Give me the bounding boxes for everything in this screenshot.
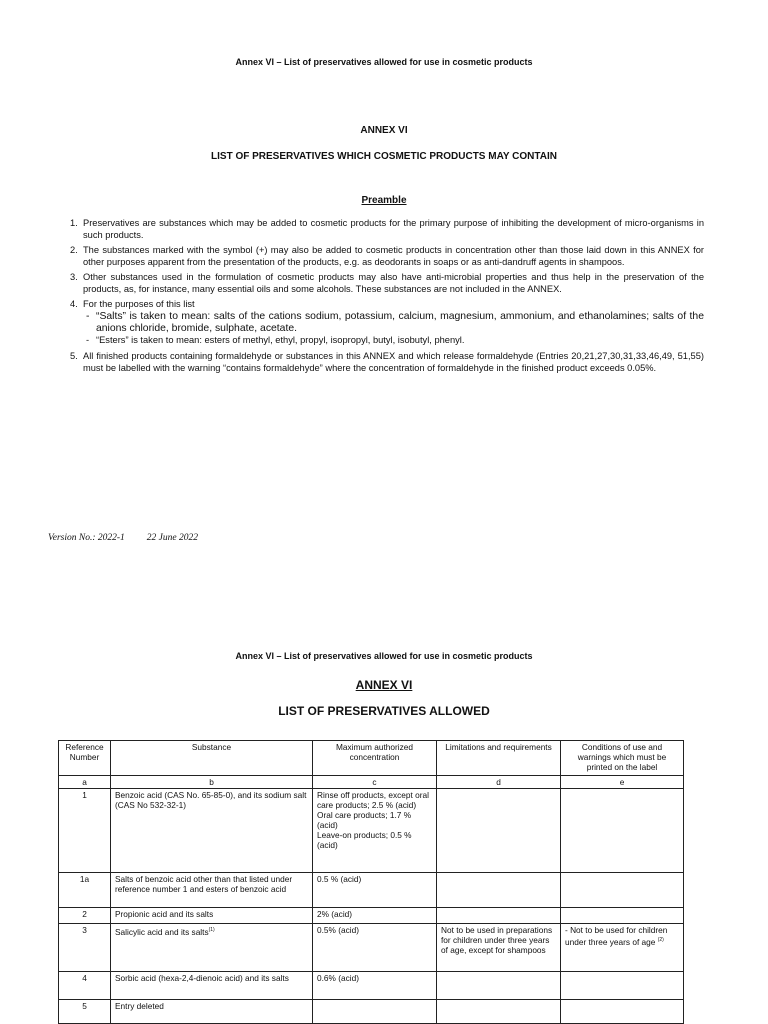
preamble-item [70,218,704,241]
limitations [437,873,561,908]
item-text: The substances marked with the symbol (+) may also be added to cosmetic products in concentration other than those laid down in this ANNEX for other purposes apparent from the presentation of the products, e.g. as deodorants in soaps or as anti-dandruff agents in shampoos. [83,245,704,267]
preamble-item [70,351,704,374]
item-number: 4. [70,299,78,309]
conditions [561,908,684,924]
substance [111,924,313,972]
list-title: LIST OF PRESERVATIVES WHICH COSMETIC PRODUCTS MAY CONTAIN [211,151,557,162]
version-number: Version No.: 2022-1 [48,533,125,543]
conditions [561,789,684,873]
column-header: Conditions of use and warnings which must be printed on the label [561,741,684,776]
conditions [561,873,684,908]
running-header: Annex VI – List of preservatives allowed for use in cosmetic products [235,651,533,661]
substance: Propionic acid and its salts [111,908,313,924]
preamble-list [70,218,704,378]
column-letter: e [561,776,684,789]
annex-title: ANNEX VI [360,125,408,136]
column-header: Reference Number [59,741,111,776]
column-letter: d [437,776,561,789]
max-concentration: 0.6% (acid) [313,972,437,1000]
max-concentration [313,789,437,873]
column-header: Limitations and requirements [437,741,561,776]
version-date: 22 June 2022 [146,533,198,543]
running-header: Annex VI – List of preservatives allowed for use in cosmetic products [235,57,533,67]
conditions [561,924,684,972]
reference-number: 5 [59,1000,111,1024]
substance: Salts of benzoic acid other than that listed under reference number 1 and esters of benzoic acid [111,873,313,908]
reference-number: 4 [59,972,111,1000]
preamble-title: Preamble [361,195,407,206]
concentration-line: Rinse off products, except oral care products; 2.5 % (acid) [317,790,429,810]
substance: Sorbic acid (hexa-2,4-dienoic acid) and its salts [111,972,313,1000]
preservatives-table [58,740,684,1024]
limitations [437,1000,561,1024]
limitations [437,908,561,924]
limitations [437,789,561,873]
max-concentration: 0.5 % (acid) [313,873,437,908]
table-header-row [59,741,684,776]
item-text: Preservatives are substances which may be added to cosmetic products for the primary purpose of inhibiting the development of micro-organisms in such products. [83,218,704,240]
conditions [561,972,684,1000]
footnote-marker: (2) [657,937,664,943]
sub-item-text: “Salts” is taken to mean: salts of the cations sodium, potassium, calcium, magnesium, ammonium, and ethanolamines; salts of the anions chloride, bromide, sulphate, acetate. [96,310,704,334]
limitations [437,972,561,1000]
concentration-line: Leave-on products; 0.5 % (acid) [317,830,412,850]
column-header: Maximum authorized concentration [313,741,437,776]
substance: Entry deleted [111,1000,313,1024]
column-letter: b [111,776,313,789]
column-letter-row [59,776,684,789]
column-letter: c [313,776,437,789]
preamble-item [70,299,704,346]
max-concentration: 2% (acid) [313,908,437,924]
limitations: Not to be used in preparations for children under three years of age, except for shampoos [437,924,561,972]
table-row [59,873,684,908]
reference-number: 1 [59,789,111,873]
sub-item-text: “Esters” is taken to mean: esters of methyl, ethyl, propyl, isopropyl, butyl, isobutyl, phenyl. [96,334,465,345]
max-concentration: 0.5% (acid) [313,924,437,972]
preamble-item [70,272,704,295]
column-letter: a [59,776,111,789]
item-number: 5. [70,351,78,361]
annex-title: ANNEX VI [355,678,413,692]
table-row [59,789,684,873]
conditions-text: - Not to be used for children under three years of age [565,925,668,947]
item-number: 3. [70,272,78,282]
concentration-line: Oral care products; 1.7 % (acid) [317,810,412,830]
item-text: All finished products containing formaldehyde or substances in this ANNEX and which release formaldehyde (Entries 20,21,27,30,31,33,46,49, 51,55) must be labelled with the warning “contains formaldehyde” where the concentration of formaldehyde in the finished product exceeds 0.05%. [83,351,704,373]
item-number: 2. [70,245,78,255]
table-row [59,972,684,1000]
reference-number: 3 [59,924,111,972]
table-row [59,924,684,972]
reference-number: 2 [59,908,111,924]
reference-number: 1a [59,873,111,908]
substance-text: Salicylic acid and its salts [115,926,209,937]
version-footer [48,533,198,543]
preamble-item [70,245,704,268]
table-row [59,908,684,924]
conditions [561,1000,684,1024]
sub-item-salts: - “Salts” is taken to mean: salts of the cations sodium, potassium, calcium, magnesium, ammonium, and ethanolamines; salts of the anions chloride, bromide, sulphate, acetate. [86,310,704,334]
item-number: 1. [70,218,78,228]
substance: Benzoic acid (CAS No. 65-85-0), and its sodium salt (CAS No 532-32-1) [111,789,313,873]
sub-item-esters: - “Esters” is taken to mean: esters of methyl, ethyl, propyl, isopropyl, butyl, isobutyl, phenyl. [86,335,704,347]
item-text: Other substances used in the formulation of cosmetic products may also have anti-microbial properties and thus help in the preservation of the products, as, for instance, many essential oils and some alcohols. These substances are not included in the ANNEX. [83,272,704,294]
list-title: LIST OF PRESERVATIVES ALLOWED [278,704,490,718]
item-text: For the purposes of this list [83,299,195,309]
footnote-marker: (1) [208,927,215,933]
column-header: Substance [111,741,313,776]
max-concentration [313,1000,437,1024]
table-row [59,1000,684,1024]
